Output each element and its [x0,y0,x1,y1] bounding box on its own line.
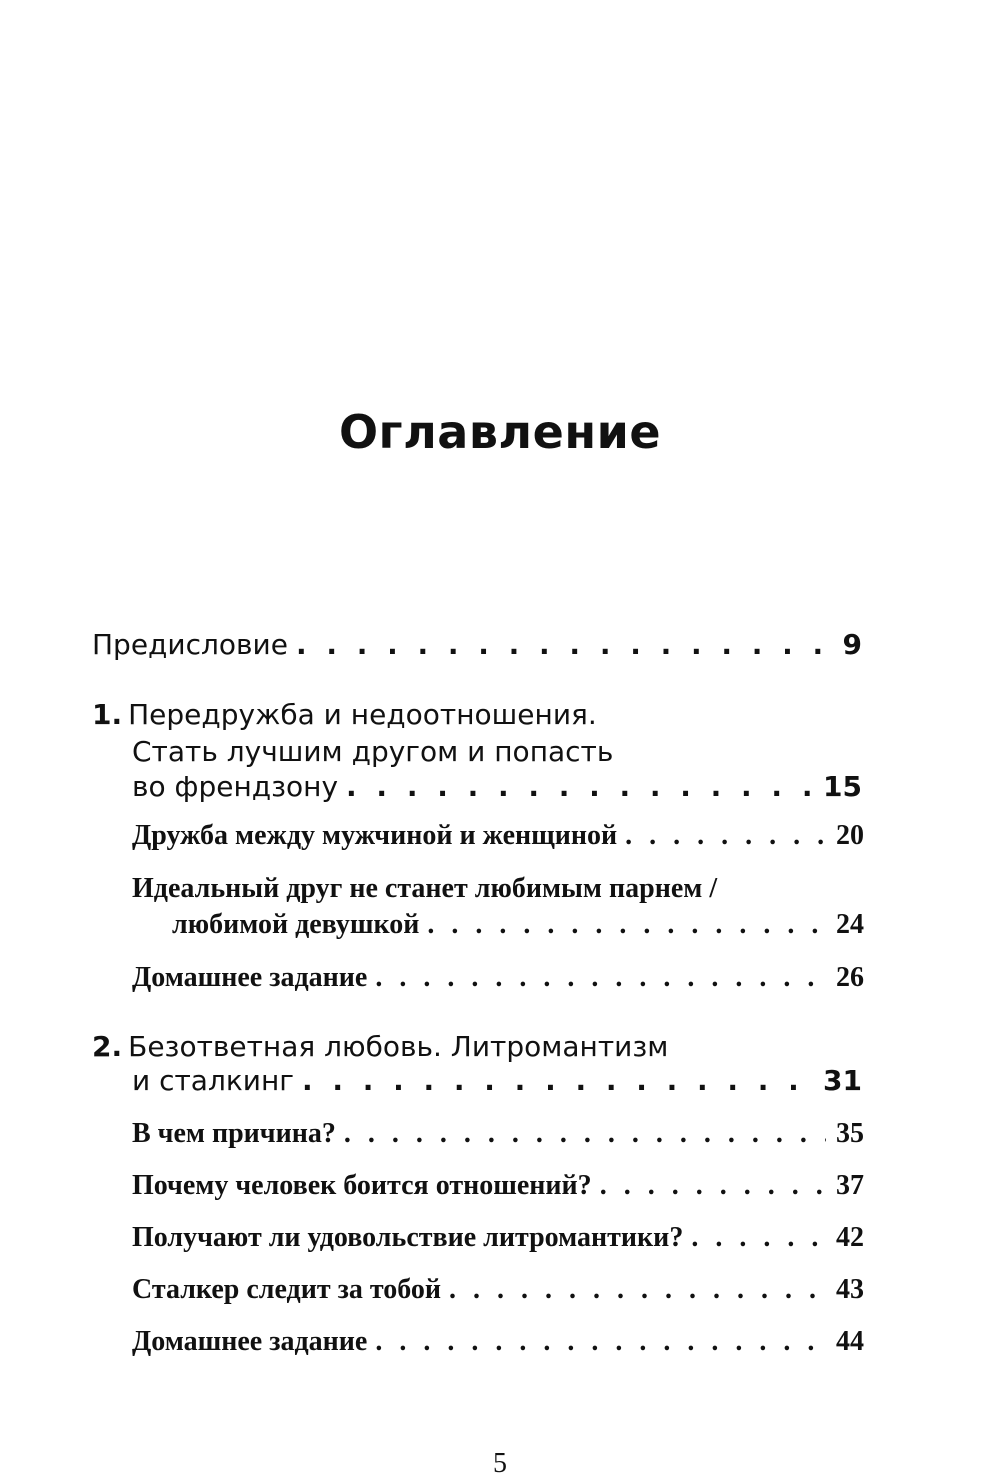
leader-dots [691,1222,826,1254]
toc-entry-label: Предисловие [92,628,288,661]
page-title: Оглавление [338,405,662,459]
chapter-1-title-line-2: Стать лучшим другом и попасть [132,735,614,768]
chapter-number: 2. [92,1030,123,1063]
toc-entry-chapter-2[interactable] [132,1064,862,1097]
leader-dots [296,628,824,661]
toc-page-number: 24 [836,909,864,940]
toc-entry-label: во френдзону [132,770,339,803]
toc-entry-chapter-1[interactable] [132,770,862,803]
leader-dots [625,820,826,852]
toc-page-number: 20 [836,820,864,851]
toc-entry-section[interactable] [172,909,864,941]
toc-entry-label: любимой девушкой [172,909,420,940]
toc-entry-section[interactable] [132,1274,864,1306]
toc-entry-preface[interactable] [92,628,862,661]
toc-page-number: 42 [836,1222,864,1253]
toc-entry-section[interactable] [132,1222,864,1254]
toc-entry-label: и сталкинг [132,1064,294,1097]
page-number: 5 [493,1448,507,1479]
leader-dots [375,962,826,994]
toc-entry-section[interactable] [132,820,864,852]
chapter-title-text: Передружба и недоотношения. [128,698,597,731]
toc-page-number: 43 [836,1274,864,1305]
toc-page-number: 15 [823,770,862,803]
toc-page-number: 26 [836,962,864,993]
toc-entry-label: Получают ли удовольствие литромантики? [132,1222,684,1253]
leader-dots [346,770,815,803]
toc-entry-label: Домашнее задание [132,962,368,993]
toc-entry-label: Дружба между мужчиной и женщиной [132,820,618,851]
leader-dots [600,1170,826,1202]
leader-dots [449,1274,826,1306]
toc-entry-section-line-1[interactable]: Идеальный друг не станет любимым парнем / [132,873,718,904]
leader-dots [427,909,826,941]
chapter-2-title-line-1[interactable] [92,1030,668,1063]
leader-dots [344,1118,826,1150]
toc-page-number: 35 [836,1118,864,1149]
toc-page-number: 37 [836,1170,864,1201]
leader-dots [375,1326,826,1358]
toc-entry-label: В чем причина? [132,1118,336,1149]
toc-entry-label: Домашнее задание [132,1326,368,1357]
toc-entry-label: Сталкер следит за тобой [132,1274,441,1305]
chapter-number: 1. [92,698,123,731]
chapter-1-title-line-1[interactable] [92,698,597,731]
toc-entry-section[interactable] [132,1326,864,1358]
toc-entry-section[interactable] [132,1170,864,1202]
toc-page-number: 9 [842,628,862,661]
leader-dots [302,1064,815,1097]
toc-page-number: 31 [823,1064,862,1097]
toc-entry-label: Почему человек боится отношений? [132,1170,592,1201]
toc-entry-section[interactable] [132,1118,864,1150]
toc-page-number: 44 [836,1326,864,1357]
toc-entry-section[interactable] [132,962,864,994]
chapter-title-text: Безответная любовь. Литромантизм [128,1030,669,1063]
